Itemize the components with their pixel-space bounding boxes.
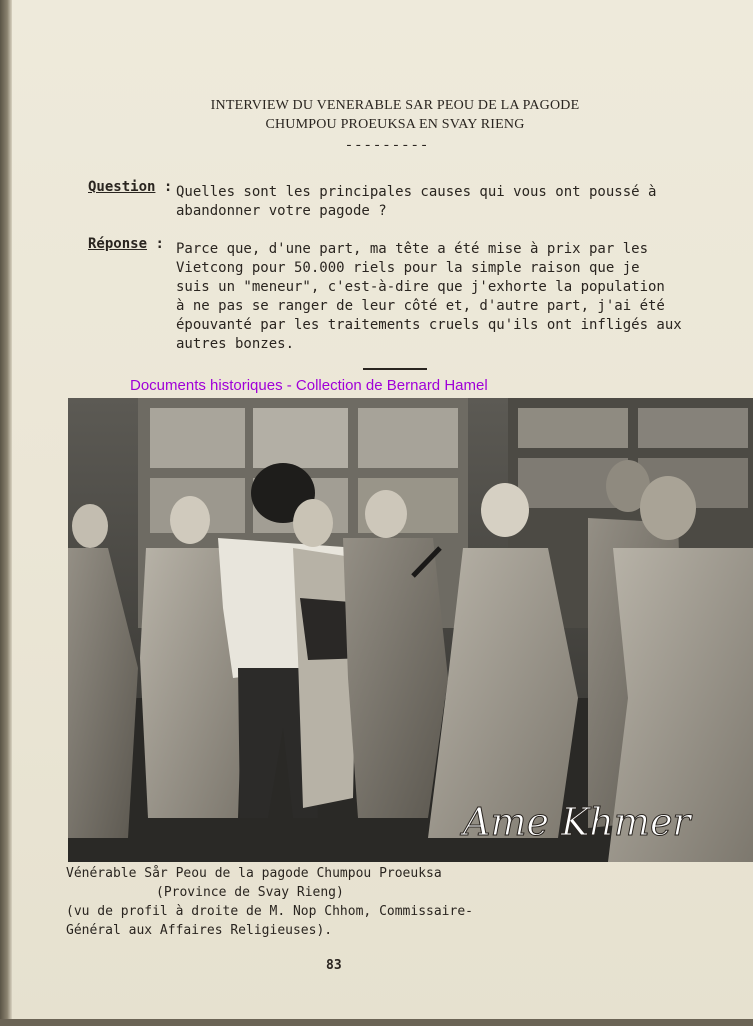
caption-line-4: Général aux Affaires Religieuses).	[66, 923, 333, 938]
question-colon: :	[163, 179, 173, 195]
answer-line: à ne pas se ranger de leur côté et, d'autre part, j'ai été	[176, 298, 665, 314]
section-divider	[363, 368, 427, 370]
book-spine-shadow	[0, 0, 12, 1026]
caption-line-3: (vu de profil à droite de M. Nop Chhom, Commissaire-	[66, 904, 473, 919]
photo-illustration	[68, 398, 753, 862]
answer-colon: :	[155, 236, 164, 252]
title-line-2: CHUMPOU PROEUKSA EN SVAY RIENG	[265, 117, 525, 132]
document-title	[160, 96, 630, 134]
caption-line-2: (Province de Svay Rieng)	[156, 885, 344, 900]
question-line-2: abandonner votre pagode ?	[176, 203, 387, 219]
caption-line-1: Vénérable Sår Peou de la pagode Chumpou Proeuksa	[66, 866, 442, 881]
question-line-1: Quelles sont les principales causes qui vous ont poussé à	[176, 184, 657, 200]
photo-caption	[66, 864, 526, 940]
answer-line: suis un "meneur", c'est-à-dire que j'exhorte la population	[176, 279, 665, 295]
title-line-1: INTERVIEW DU VENERABLE SAR PEOU DE LA PAGODE	[210, 98, 580, 113]
page-bottom-edge	[0, 1019, 753, 1026]
answer-text	[176, 240, 682, 354]
answer-label: Réponse	[88, 236, 148, 252]
answer-line: épouvanté par les traitements cruels qu'ils ont infligés aux	[176, 317, 682, 333]
question-label-block	[88, 179, 172, 195]
answer-line: Vietcong pour 50.000 riels pour la simple raison que je	[176, 260, 640, 276]
photo-watermark: Ame Khmer	[463, 800, 691, 844]
question-label: Question	[88, 179, 156, 195]
page-number: 83	[326, 958, 342, 973]
answer-line: autres bonzes.	[176, 336, 295, 352]
answer-line: Parce que, d'une part, ma tête a été mise à prix par les	[176, 241, 649, 257]
photograph	[68, 398, 753, 862]
title-rule: ---------	[344, 138, 430, 154]
collection-watermark: Documents historiques - Collection de Bernard Hamel	[130, 377, 488, 394]
question-text	[176, 183, 656, 221]
answer-label-block	[88, 236, 164, 252]
